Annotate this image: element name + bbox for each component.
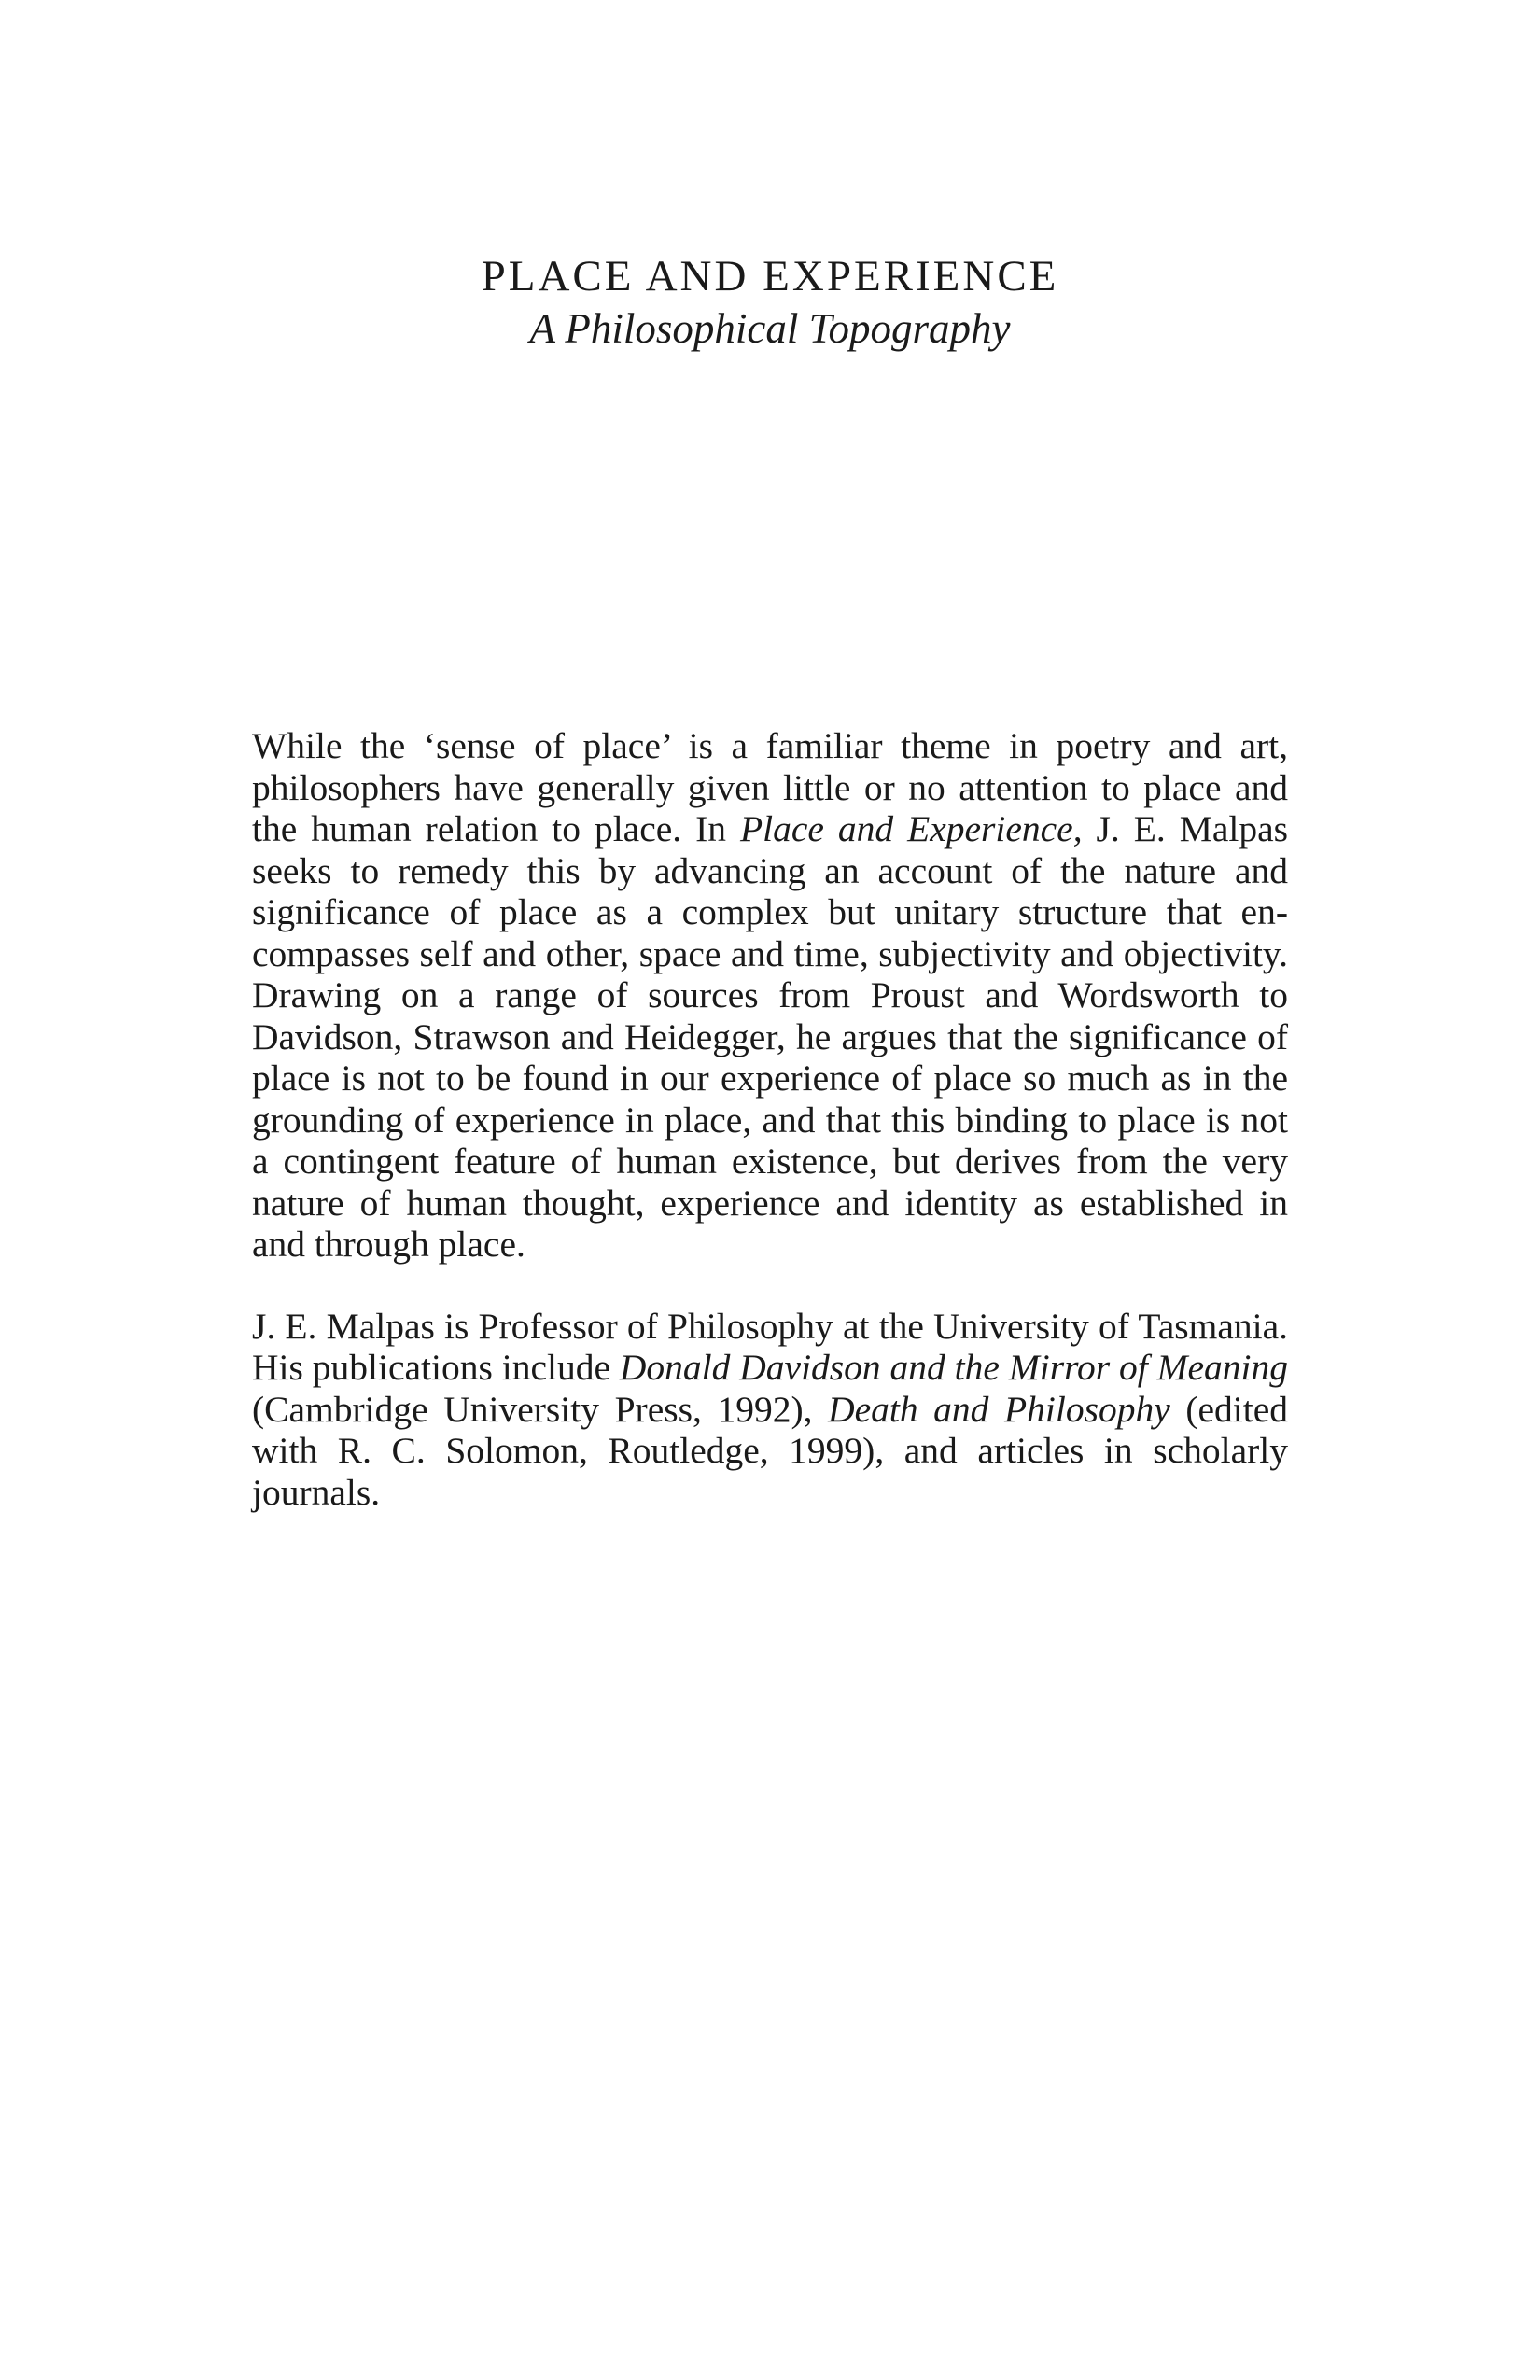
book-subtitle: A Philosophical Topography [529,305,1011,352]
description-text-1: While the ‘sense of place’ is a familiar theme in poetry and art, philosophers have generally given little or no attention to place and the human relation to place. In [252,725,1288,849]
author-bio-text-2: (Cambridge University Press, 1992), [252,1388,829,1430]
author-bio-book-1: Donald Davidson and the Mirror of Meaning [619,1347,1288,1388]
description-paragraph [252,725,1288,1266]
description-book-title: Place and Experience, [739,808,1083,849]
author-bio-book-2: Death and Philosophy [828,1388,1170,1430]
title-block [252,250,1288,355]
author-bio-text-1: J. E. Malpas is Professor of Philosophy at the University of Tasmania. His publications include [252,1305,1288,1388]
description-text-2: J. E. Malpas seeks to remedy this by advancing an account of the nature and significance of place as a complex but unitary structure that encompasses self and other, space and time, subjectivity and objectivity. Drawing on a range of sources from Proust and Wordsworth to Davidson, Strawson and Heidegger, he argues that the significance of place is not to be found in our experience of place so much as in the grounding of experience in place, and that this binding to place is not a contingent feature of human existence, but derives from the very nature of human thought, experience and identity as established in and through place. [252,808,1288,1265]
body-text [252,725,1288,1513]
author-bio-text-3: (edited with R. C. Solomon, Routledge, 1999), and articles in scholarly journals. [252,1388,1288,1513]
book-title: PLACE AND EXPERIENCE [481,252,1059,301]
author-bio-paragraph [252,1306,1288,1514]
